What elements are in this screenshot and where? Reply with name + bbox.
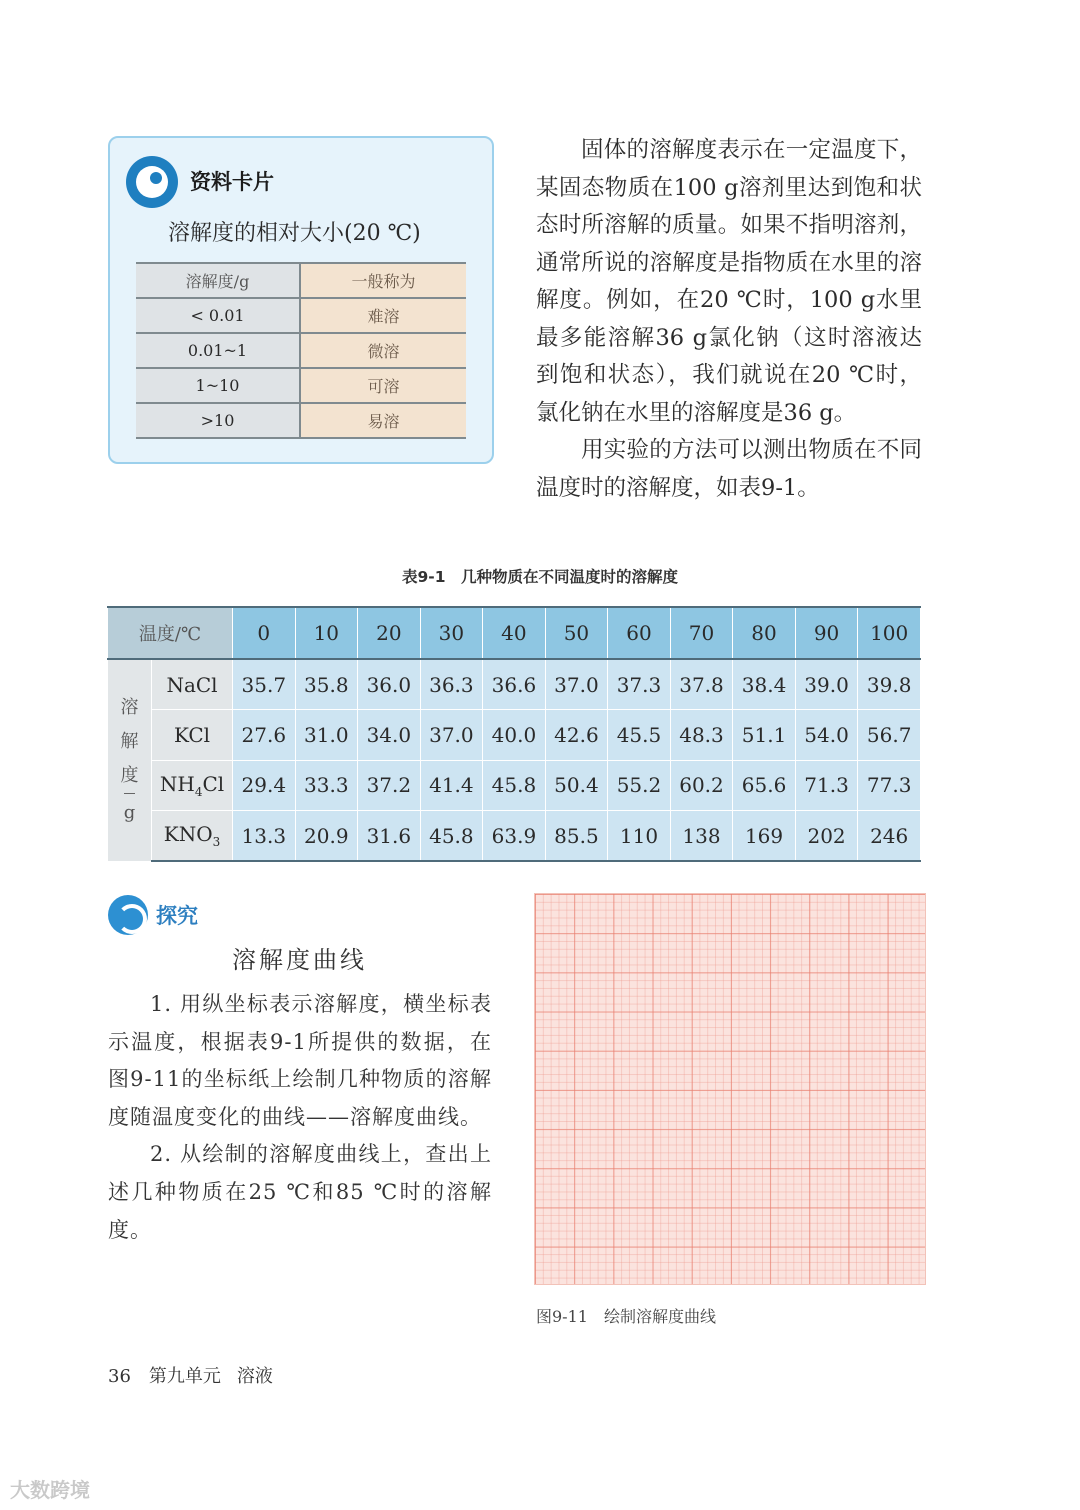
solubility-value: 27.6 <box>233 710 296 761</box>
solubility-value: 13.3 <box>233 811 296 862</box>
range-cell: 0.01~1 <box>136 333 300 368</box>
formula-subscript: 4 <box>194 784 203 799</box>
page-number: 36 <box>108 1366 131 1387</box>
temperature-header-cell: 70 <box>670 607 733 659</box>
term-cell: 易溶 <box>300 403 466 438</box>
solubility-value: 71.3 <box>795 760 858 811</box>
info-card-title: 资料卡片 <box>190 170 274 194</box>
solubility-value: 51.1 <box>733 710 796 761</box>
term-cell: 可溶 <box>300 368 466 403</box>
table-row <box>136 368 466 403</box>
info-card-icon <box>126 156 178 208</box>
solubility-value: 39.0 <box>795 659 858 710</box>
solubility-value: 37.0 <box>420 710 483 761</box>
temperature-header-cell: 50 <box>545 607 608 659</box>
unit-label-char: 度 <box>120 764 139 786</box>
solubility-value: 31.0 <box>295 710 358 761</box>
range-cell: < 0.01 <box>136 298 300 333</box>
solubility-value: 37.0 <box>545 659 608 710</box>
term-cell: 微溶 <box>300 333 466 368</box>
explore-title: 溶解度曲线 <box>232 946 367 974</box>
temperature-header-cell: 100 <box>858 607 921 659</box>
formula-subscript: 3 <box>212 835 221 849</box>
solubility-value: 45.8 <box>420 811 483 862</box>
solubility-value: 169 <box>733 811 796 862</box>
graph-paper <box>534 893 926 1285</box>
unit-label-char: g <box>124 793 136 830</box>
range-cell: 1~10 <box>136 368 300 403</box>
formula-tail: Cl <box>202 771 225 796</box>
solubility-value: 63.9 <box>483 811 546 862</box>
solubility-table <box>107 606 921 862</box>
explore-item: 1. 用纵坐标表示溶解度，横坐标表示温度，根据表9-1所提供的数据，在图9-11的坐标纸上绘制几种物质的溶解度随温度变化的曲线——溶解度曲线。 <box>108 992 492 1129</box>
table-row <box>136 403 466 438</box>
temperature-header-cell: 90 <box>795 607 858 659</box>
formula-main: NH <box>159 771 195 796</box>
paragraph: 用实验的方法可以测出物质在不同温度时的溶解度，如表9-1。 <box>536 437 922 501</box>
substance-name: KCl <box>152 710 233 761</box>
solubility-value: 36.0 <box>358 659 421 710</box>
temperature-header-cell: 60 <box>608 607 671 659</box>
relative-solubility-table <box>136 262 466 439</box>
temperature-header-cell: 10 <box>295 607 358 659</box>
watermark-text: 大数跨境 <box>10 1478 90 1502</box>
solubility-value: 38.4 <box>733 659 796 710</box>
header-solubility: 溶解度/g <box>136 263 300 298</box>
temperature-header-cell: 20 <box>358 607 421 659</box>
solubility-value: 41.4 <box>420 760 483 811</box>
solubility-value: 42.6 <box>545 710 608 761</box>
explore-item: 2. 从绘制的溶解度曲线上，查出上述几种物质在25 ℃和85 ℃时的溶解度。 <box>108 1142 492 1242</box>
solubility-value: 36.6 <box>483 659 546 710</box>
formula-main: KNO <box>163 822 213 846</box>
solubility-value: 55.2 <box>608 760 671 811</box>
solubility-value: 37.2 <box>358 760 421 811</box>
solubility-value: 45.5 <box>608 710 671 761</box>
substance-name <box>152 760 233 811</box>
solubility-value: 35.7 <box>233 659 296 710</box>
temperature-header-row <box>108 607 921 659</box>
explore-label: 探究 <box>156 904 198 928</box>
solubility-value: 36.3 <box>420 659 483 710</box>
header-term: 一般称为 <box>300 263 466 298</box>
solubility-value: 85.5 <box>545 811 608 862</box>
solubility-value: 37.3 <box>608 659 671 710</box>
solubility-value: 65.6 <box>733 760 796 811</box>
solubility-value: 35.8 <box>295 659 358 710</box>
solubility-value: 48.3 <box>670 710 733 761</box>
explore-icon <box>108 895 148 935</box>
substance-name <box>152 811 233 862</box>
table-row <box>108 659 921 710</box>
table-row <box>136 333 466 368</box>
info-card-subtitle: 溶解度的相对大小(20 ℃) <box>168 221 421 246</box>
solubility-value: 20.9 <box>295 811 358 862</box>
figure-caption: 图9-11 绘制溶解度曲线 <box>536 1307 716 1326</box>
temperature-header-cell: 80 <box>733 607 796 659</box>
solubility-value: 60.2 <box>670 760 733 811</box>
solubility-value: 45.8 <box>483 760 546 811</box>
solubility-value: 50.4 <box>545 760 608 811</box>
table-caption: 表9-1 几种物质在不同温度时的溶解度 <box>401 568 678 586</box>
temperature-header-cell: 30 <box>420 607 483 659</box>
solubility-unit-label <box>108 659 152 861</box>
solubility-value: 138 <box>670 811 733 862</box>
solubility-value: 29.4 <box>233 760 296 811</box>
explore-body <box>108 986 492 1249</box>
solubility-value: 31.6 <box>358 811 421 862</box>
term-cell: 难溶 <box>300 298 466 333</box>
table-row <box>136 298 466 333</box>
temperature-header-cell: 0 <box>233 607 296 659</box>
info-card <box>108 136 494 464</box>
chapter-label: 溶液 <box>236 1366 273 1387</box>
table-row <box>108 811 921 862</box>
temperature-label: 温度/℃ <box>108 607 233 659</box>
solubility-value: 40.0 <box>483 710 546 761</box>
solubility-value: 246 <box>858 811 921 862</box>
unit-label: 第九单元 <box>148 1366 221 1387</box>
page-footer <box>108 1362 273 1388</box>
solubility-definition-text <box>536 132 922 507</box>
table-row <box>108 710 921 761</box>
solubility-value: 110 <box>608 811 671 862</box>
solubility-value: 54.0 <box>795 710 858 761</box>
solubility-value: 33.3 <box>295 760 358 811</box>
table-header-row <box>136 263 466 298</box>
solubility-value: 37.8 <box>670 659 733 710</box>
solubility-value: 34.0 <box>358 710 421 761</box>
range-cell: >10 <box>136 403 300 438</box>
table-row <box>108 760 921 811</box>
paragraph: 固体的溶解度表示在一定温度下，某固态物质在100 g溶剂里达到饱和状态时所溶解的质量。如果不指明溶剂，通常所说的溶解度是指物质在水里的溶解度。例如，在20 ℃时，100 g水里最多能溶解36 g氯化钠（这时溶液达到饱和状态），我们就说在20 ℃时，氯化钠在水里的溶解度是36 g。 <box>536 137 922 426</box>
substance-name: NaCl <box>152 659 233 710</box>
solubility-value: 56.7 <box>858 710 921 761</box>
unit-label-char: 解 <box>120 730 139 752</box>
solubility-value: 202 <box>795 811 858 862</box>
temperature-header-cell: 40 <box>483 607 546 659</box>
solubility-value: 77.3 <box>858 760 921 811</box>
unit-label-char: 溶 <box>120 696 139 718</box>
solubility-value: 39.8 <box>858 659 921 710</box>
